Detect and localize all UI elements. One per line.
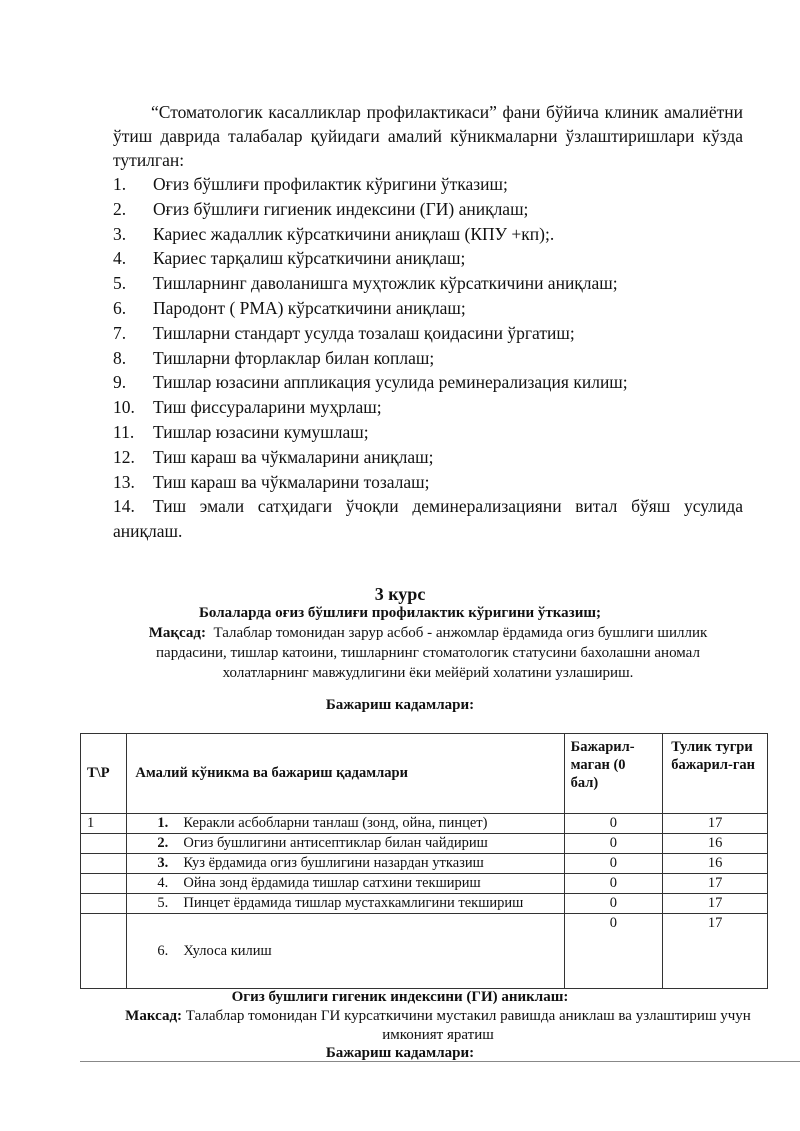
list-number: 9. (113, 372, 127, 393)
list-item (113, 494, 743, 544)
header-not-done: Бажарил-маган (0 бал) (564, 734, 663, 814)
table-row (81, 874, 768, 894)
list-item (113, 246, 743, 271)
step-cell (127, 834, 564, 854)
full-score: 17 (663, 914, 768, 989)
list-item (113, 222, 743, 247)
step-text: Ойна зонд ёрдамида тишлар сатхини текшириш (183, 875, 481, 891)
list-text: Оғиз бўшлиғи гигиеник индексини (ГИ) аниқлаш; (153, 198, 529, 219)
list-text: Тишларни фторлаклар билан коплаш; (153, 347, 435, 368)
step-cell (127, 854, 564, 874)
step-cell (127, 874, 564, 894)
step-number: 5. (157, 895, 169, 911)
header-number: Т\Р (81, 734, 127, 814)
list-number: 11. (113, 421, 135, 442)
step-cell (127, 894, 564, 914)
full-score: 17 (663, 894, 768, 914)
list-item (113, 321, 743, 346)
section1-title: Болаларда оғиз бўшлиғи профилактик кўригини ўтказиш; (198, 605, 602, 621)
list-number: 10. (113, 397, 135, 418)
group-number: 1 (81, 814, 127, 834)
step-text: Хулоса килиш (183, 942, 272, 959)
list-item (113, 296, 743, 321)
list-text: Кариес жадаллик кўрсаткичини аниқлаш (КПУ +кп);. (153, 223, 555, 244)
zero-score: 0 (564, 874, 663, 894)
step-number: 2. (157, 835, 169, 851)
list-text: Тиш фиссураларини муҳрлаш; (153, 397, 382, 418)
list-number: 3. (113, 223, 127, 244)
step-cell (127, 914, 564, 989)
table-row (81, 814, 768, 834)
section2-goal (108, 1007, 768, 1045)
list-number: 1. (113, 174, 127, 194)
zero-score: 0 (564, 894, 663, 914)
list-number: 2. (113, 198, 127, 219)
list-number: 14. (113, 496, 135, 517)
list-text: Тишларни стандарт усулда тозалаш қоидасини ўргатиш; (153, 322, 575, 343)
intro-paragraph: “Стоматологик касалликлар профилактикаси” фани бўйича клиник амалиётни ўтиш даврида талабалар қуйидаги амалий кўникмаларни ўзлаштиришлари кўзда тутилган: (113, 102, 743, 170)
step-text: Огиз бушлигини антисептиклар билан чайдириш (183, 835, 488, 851)
goal-text: Талаблар томонидан ГИ курсаткичини мустакил равишда аниклаш ва узлаштириш учун имконият яратиш (185, 1008, 751, 1043)
list-text: Оғиз бўшлиғи профилактик кўригини ўтказиш; (153, 174, 508, 194)
intro-block (113, 100, 743, 544)
zero-score: 0 (564, 914, 663, 989)
goal-label: Мақсад: (148, 625, 206, 641)
steps-table (80, 733, 768, 989)
table-row (81, 834, 768, 854)
zero-score: 0 (564, 834, 663, 854)
list-number: 8. (113, 347, 127, 368)
list-item (113, 395, 743, 420)
list-text: Тишлар юзасини аппликация усулида реминерализация килиш; (153, 372, 628, 393)
list-text: Тиш караш ва чўкмаларини тозалаш; (153, 471, 430, 492)
step-number: 4. (157, 875, 169, 891)
skills-list (113, 172, 743, 544)
list-item (113, 420, 743, 445)
table-row (81, 854, 768, 874)
step-number: 3. (157, 855, 169, 871)
step-cell (127, 814, 564, 834)
goal-label: Максад: (125, 1008, 183, 1024)
step-text: Куз ёрдамида огиз бушлигини назардан утказиш (183, 855, 484, 871)
list-item (113, 271, 743, 296)
list-text: Тишларнинг даволанишга муҳтожлик кўрсаткичини аниқлаш; (153, 273, 618, 294)
list-text: Тиш караш ва чўкмаларини аниқлаш; (153, 446, 434, 467)
section2-title: Огиз бушлиги гигеник индексини (ГИ) аниклаш: (231, 989, 569, 1005)
course-heading: 3 курс (374, 584, 426, 604)
list-text: Тишлар юзасини кумушлаш; (153, 421, 369, 442)
list-item (113, 445, 743, 470)
list-item (113, 370, 743, 395)
list-number: 12. (113, 446, 135, 467)
list-text: Кариес тарқалиш кўрсаткичини аниқлаш; (153, 248, 466, 269)
full-score: 16 (663, 834, 768, 854)
section2-steps-title: Бажариш кадамлари: (325, 1045, 475, 1061)
header-skill: Амалий кўникма ва бажариш қадамлари (127, 734, 564, 814)
list-number: 7. (113, 322, 127, 343)
list-item (113, 346, 743, 371)
step-text: Керакли асбобларни танлаш (зонд, ойна, пинцет) (183, 815, 488, 831)
goal-text: Талаблар томонидан зарур асбоб - анжомлар ёрдамида огиз бушлиги шиллик пардасини, тишлар катоини, тишларнинг стоматологик статусини бахолашни аномал холатларнинг мавжудлигини ёки мейёрий холатини узлашириш. (156, 625, 708, 681)
table-row (81, 894, 768, 914)
full-score: 16 (663, 854, 768, 874)
step-text: Пинцет ёрдамида тишлар мустахкамлигини текшириш (183, 895, 524, 911)
full-score: 17 (663, 874, 768, 894)
table-header-row (81, 734, 768, 814)
list-item (113, 197, 743, 222)
list-item (113, 470, 743, 495)
list-text: Пародонт ( РМА) кўрсаткичини аниқлаш; (153, 297, 466, 318)
list-text: Тиш эмали сатҳидаги ўчоқли деминерализацияни витал бўяш усулида аниқлаш. (113, 496, 743, 542)
page-divider (80, 1061, 800, 1062)
header-done: Тулик тугри бажарил-ган (663, 734, 768, 814)
section1-steps-title: Бажариш кадамлари: (325, 697, 475, 713)
table-row (81, 914, 768, 989)
list-number: 4. (113, 248, 127, 269)
zero-score: 0 (564, 814, 663, 834)
step-number: 1. (157, 815, 169, 831)
list-number: 5. (113, 273, 127, 294)
step-number: 6. (157, 942, 169, 959)
full-score: 17 (663, 814, 768, 834)
list-number: 13. (113, 471, 135, 492)
section1-goal (118, 623, 738, 683)
zero-score: 0 (564, 854, 663, 874)
list-number: 6. (113, 297, 127, 318)
list-item (113, 172, 743, 197)
